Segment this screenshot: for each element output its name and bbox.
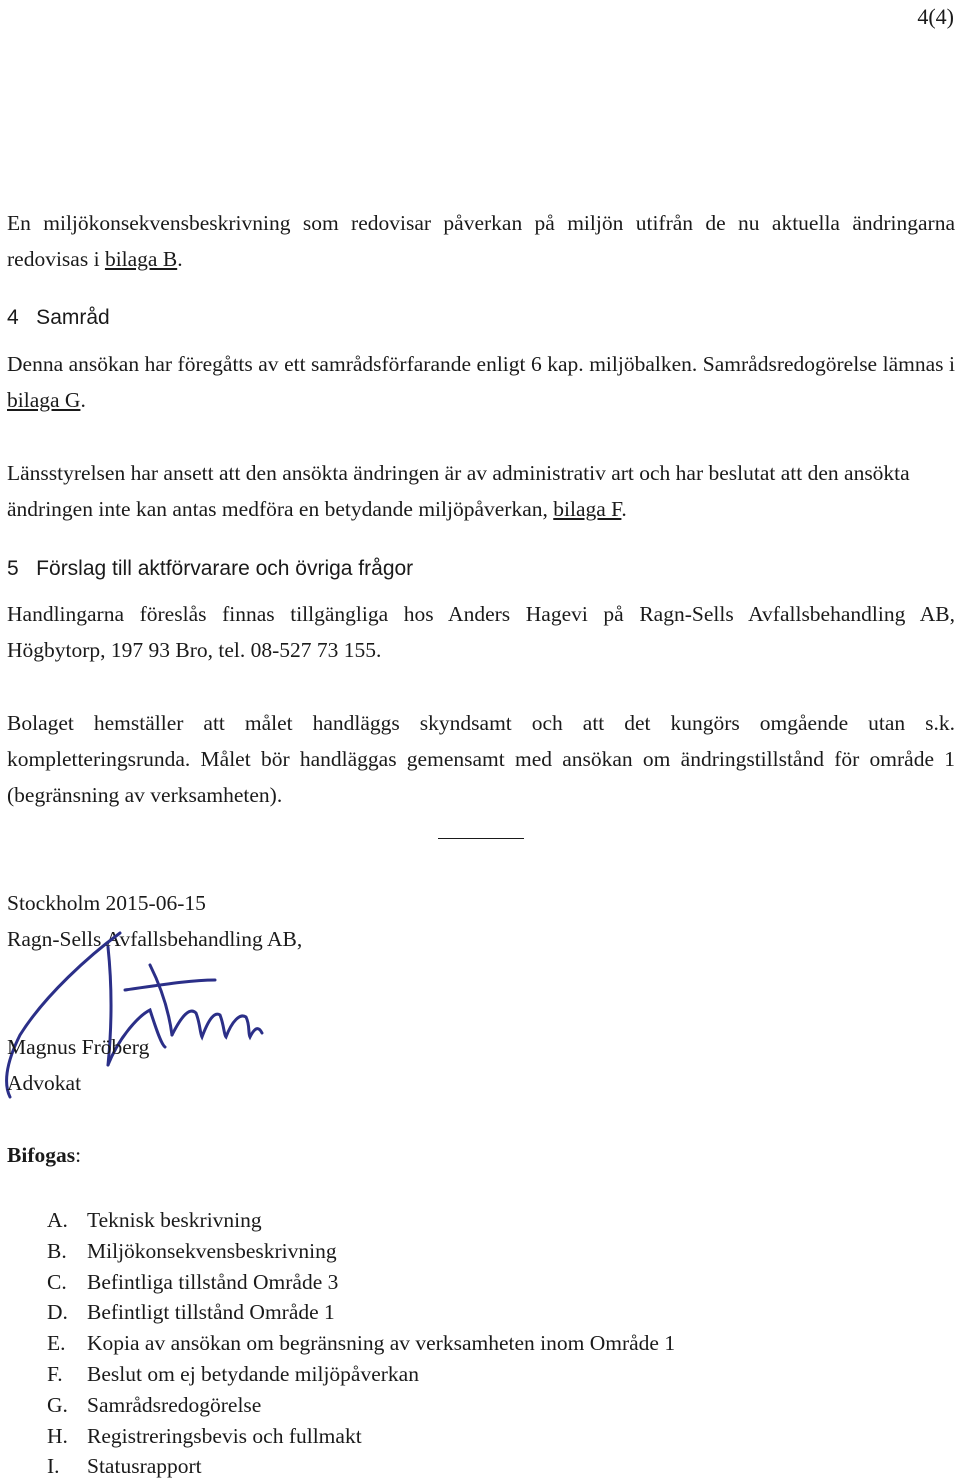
list-item-letter: H. <box>47 1423 68 1448</box>
signer-name: Magnus Fröberg <box>7 1035 150 1059</box>
section-5-heading: 5 Förslag till aktförvarare och övriga frågor <box>7 557 414 580</box>
section-4-paragraph-2 <box>7 455 955 527</box>
list-item-letter: C. <box>47 1269 67 1294</box>
page-number: 4(4) <box>917 4 954 29</box>
place-date: Stockholm 2015-06-15 <box>7 891 206 915</box>
list-item <box>47 1421 675 1452</box>
list-item-letter: I. <box>47 1454 60 1479</box>
list-item <box>47 1451 675 1482</box>
list-item-label: Beslut om ej betydande miljöpåverkan <box>87 1361 419 1386</box>
list-item <box>47 1390 675 1421</box>
list-item-label: Statusrapport <box>87 1454 202 1479</box>
section-4-heading: 4 Samråd <box>7 306 110 329</box>
bilaga-b-link[interactable]: bilaga B <box>104 247 178 271</box>
intro-end: . <box>177 247 183 271</box>
attachments-heading-label: Bifogas <box>7 1143 76 1167</box>
section-4-p1-end: . <box>80 388 86 412</box>
list-item-letter: G. <box>47 1392 68 1417</box>
bilaga-g-link[interactable]: bilaga G <box>7 388 81 412</box>
list-item <box>47 1297 675 1328</box>
company-name: Ragn-Sells Avfallsbehandling AB, <box>7 927 303 951</box>
list-item-letter: A. <box>47 1208 68 1232</box>
section-4-p1-text: Denna ansökan har föregåtts av ett samrådsförfarande enligt 6 kap. miljöbalken. Samrådsredogörelse lämnas i <box>7 352 955 376</box>
list-item <box>47 1328 675 1359</box>
section-4-p2-end: . <box>621 497 627 521</box>
end-rule <box>438 838 524 839</box>
list-item-letter: F. <box>47 1361 63 1386</box>
list-item <box>47 1359 675 1390</box>
list-item-label: Kopia av ansökan om begränsning av verksamheten inom Område 1 <box>87 1331 676 1356</box>
section-5-paragraph-2: Bolaget hemställer att målet handläggs skyndsamt och att det kungörs omgående utan s.k. kompletteringsrunda. Målet bör handläggas gemensamt med ansökan om ändringstillstånd för område 1 (begränsning av verksamheten). <box>7 711 955 807</box>
attachments-heading <box>7 1137 81 1173</box>
attachments-heading-colon: : <box>75 1143 82 1167</box>
list-item-label: Teknisk beskrivning <box>87 1208 262 1232</box>
bilaga-f-link[interactable]: bilaga F <box>553 497 622 521</box>
list-item-letter: B. <box>47 1238 67 1263</box>
list-item-label: Samrådsredogörelse <box>87 1392 262 1417</box>
list-item-label: Befintliga tillstånd Område 3 <box>87 1269 339 1294</box>
list-item-letter: E. <box>47 1331 66 1356</box>
section-4-p2-text: Länsstyrelsen har ansett att den ansökta ändringen är av administrativ art och har beslutat att den ansökta ändringen inte kan antas medföra en betydande miljöpåverkan, <box>7 461 910 521</box>
signer-title: Advokat <box>7 1071 82 1095</box>
section-5-paragraph-1: Handlingarna föreslås finnas tillgängliga hos Anders Hagevi på Ragn-Sells Avfallsbehandling AB, Högbytorp, 197 93 Bro, tel. 08-527 73 155. <box>7 602 955 662</box>
attachments-list <box>47 1205 675 1482</box>
list-item-label: Befintligt tillstånd Område 1 <box>87 1300 335 1325</box>
list-item-letter: D. <box>47 1300 68 1325</box>
intro-text: En miljökonsekvensbeskrivning som redovisar påverkan på miljön utifrån de nu aktuella ändringarna redovisas i <box>7 211 955 271</box>
list-item <box>47 1205 675 1236</box>
list-item-label: Registreringsbevis och fullmakt <box>87 1423 362 1448</box>
list-item <box>47 1267 675 1298</box>
list-item <box>47 1236 675 1267</box>
section-4-paragraph-1 <box>7 346 955 418</box>
intro-paragraph <box>7 205 955 277</box>
list-item-label: Miljökonsekvensbeskrivning <box>87 1238 337 1263</box>
